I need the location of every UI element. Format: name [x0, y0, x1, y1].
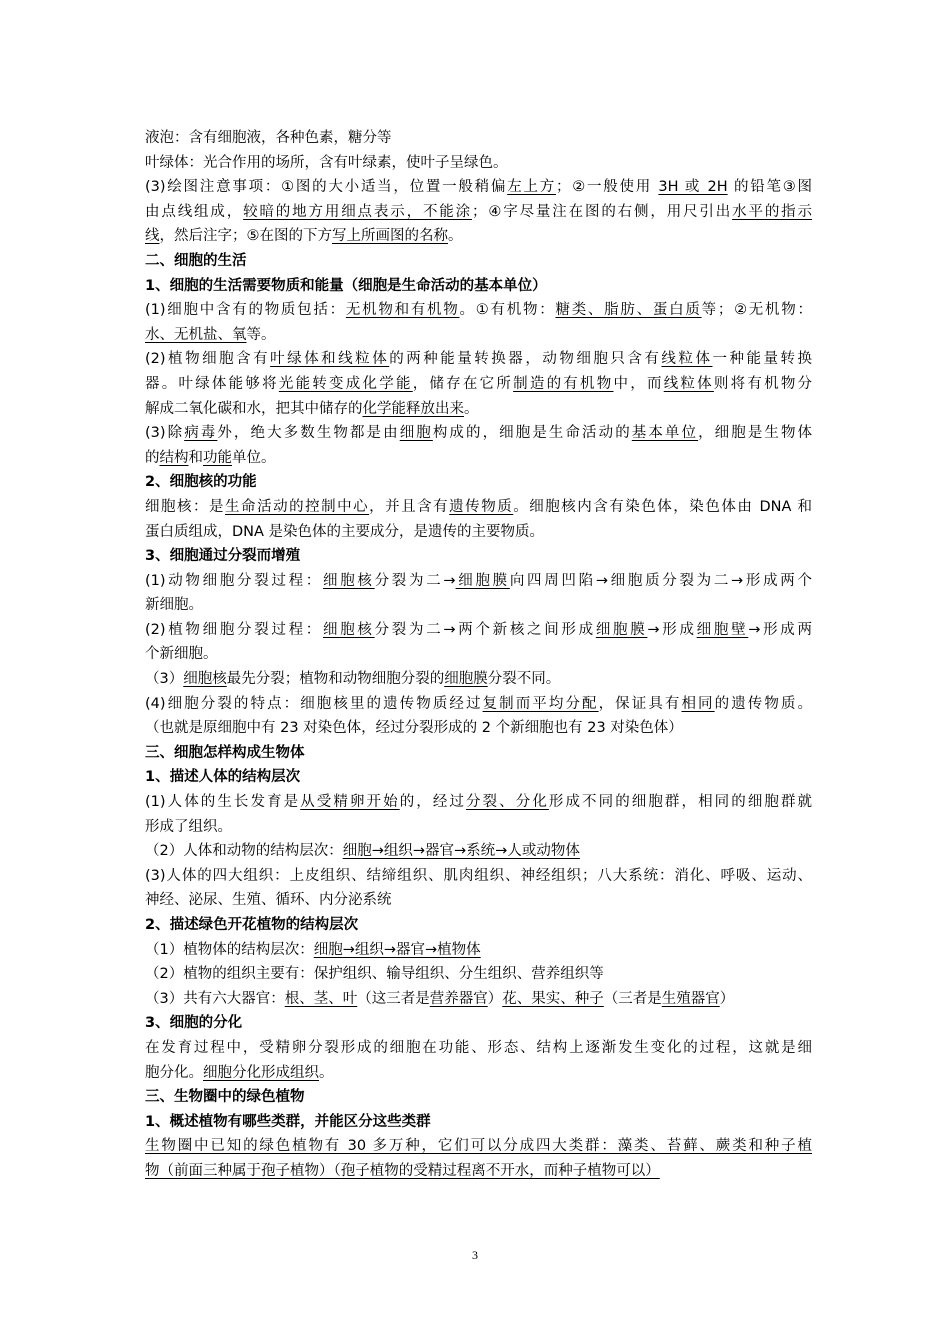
text-segment: （2）植物的组织主要有：保护组织、输导组织、分生组织、营养组织等	[145, 966, 604, 983]
text-segment: 分裂不同。	[487, 671, 561, 688]
text-line	[145, 987, 812, 1012]
text-segment: 3、细胞通过分裂而增殖	[145, 548, 301, 565]
text-segment: 液泡：含有细胞液，各种色素，糖分等	[145, 130, 392, 146]
text-segment: ）	[719, 990, 735, 1007]
text-segment: 。	[448, 228, 463, 245]
text-line	[145, 593, 812, 618]
section-heading	[145, 249, 812, 274]
underlined-term: 生命活动的控制中心	[225, 498, 370, 515]
text-segment: 的两种能量转换器，动物细胞只含有	[389, 351, 662, 368]
underlined-term: 细胞分化形成组织	[203, 1064, 319, 1081]
text-segment: 二、细胞的生活	[145, 252, 247, 269]
underlined-term: 无机物和有机物	[345, 302, 460, 319]
underlined-term: 病毒	[184, 425, 218, 442]
text-line	[145, 1134, 812, 1159]
text-segment: 2、细胞核的功能	[145, 474, 257, 491]
underlined-term: 根、茎、叶	[284, 990, 358, 1007]
text-segment: 分裂为二→	[374, 572, 456, 589]
text-segment: 个新细胞。	[145, 646, 218, 663]
section-heading	[145, 1110, 812, 1135]
text-segment: 蛋白质组成，DNA 是染色体的主要成分，是遗传的主要物质。	[145, 523, 545, 540]
text-line	[145, 716, 812, 741]
text-segment: 2、描述绿色开花植物的结构层次	[145, 917, 359, 933]
underlined-term: 左上方	[507, 179, 556, 196]
text-segment: 神经、泌尿、生殖、循环、内分泌系统	[145, 892, 392, 909]
text-segment: （这三者是	[357, 990, 430, 1007]
text-segment: 1、描述人体的结构层次	[145, 769, 301, 786]
underlined-term: 制造的有机物	[513, 375, 614, 392]
text-line	[145, 446, 812, 471]
underlined-term: 细胞→组织→器官→系统→人或动物体	[342, 843, 580, 860]
text-segment: 。	[319, 1064, 334, 1081]
underlined-term: 细胞核	[323, 572, 375, 589]
text-segment: →形成两	[748, 621, 813, 638]
text-line	[145, 618, 812, 643]
underlined-term: 化学能释放出来	[362, 400, 464, 417]
section-heading	[145, 274, 812, 299]
text-segment: （3）	[145, 671, 184, 688]
underlined-term: 细胞→组织→器官→植物体	[313, 941, 481, 958]
text-line	[145, 421, 812, 446]
underlined-term: 细胞膜	[595, 621, 648, 638]
text-segment: 解成二氧化碳和水，把其中储存的	[145, 400, 363, 417]
text-segment: （也就是原细胞中有 23 对染色体，经过分裂形成的 2 个新细胞也有 23 对染色体）	[145, 720, 683, 737]
text-line	[145, 175, 812, 200]
text-line	[145, 864, 812, 889]
text-line	[145, 520, 812, 545]
text-segment: 在发育过程中，受精卵分裂形成的细胞在功能、形态、结构上逐渐发生变化的过程，这就是细	[145, 1039, 812, 1056]
underlined-term: 水、无机盐、氧	[145, 326, 247, 343]
text-line	[145, 790, 812, 815]
text-segment: 新细胞。	[145, 597, 203, 614]
text-segment: 1、概述植物有哪些类群，并能区分这些类群	[145, 1113, 431, 1130]
text-segment: 构成的，细胞是生命活动的	[432, 425, 632, 442]
text-segment: 则将有机物分	[713, 375, 813, 392]
text-line	[145, 151, 812, 176]
section-heading	[145, 741, 812, 766]
text-segment: ；④字尽量注在图的右侧，用尺引出	[472, 203, 733, 220]
text-segment: 。①有机物：	[459, 302, 556, 319]
text-segment: 的铅笔③图	[727, 179, 813, 196]
underlined-term: 营养器官	[429, 990, 488, 1007]
text-line	[145, 1159, 812, 1184]
text-line	[145, 200, 812, 225]
text-segment: 等。	[246, 326, 276, 343]
text-segment: 器。叶绿体能够将	[145, 375, 279, 392]
underlined-term: 细胞	[399, 425, 433, 442]
text-line	[145, 126, 812, 151]
text-segment: (1)人体的生长发育是	[145, 794, 301, 811]
text-segment: 最先分裂；植物和动物细胞分裂的	[226, 671, 445, 688]
text-segment: 。	[464, 400, 479, 417]
text-segment: 中，而	[613, 375, 664, 392]
text-segment: →形成	[647, 621, 697, 638]
text-segment: （2）人体和动物的结构层次：	[145, 843, 343, 860]
text-segment: 由点线组成，	[145, 203, 244, 220]
document-body	[145, 126, 812, 1184]
text-segment: 和	[188, 449, 203, 466]
underlined-term: 结构	[159, 449, 189, 466]
underlined-term: 线	[145, 228, 160, 245]
section-heading	[145, 913, 812, 938]
underlined-term: 花、果实、种子	[502, 990, 604, 1007]
text-segment: 的，经过	[399, 794, 467, 811]
underlined-term: 细胞核	[323, 621, 375, 638]
underlined-term: 细胞膜	[455, 572, 510, 589]
underlined-term: 生物圈中已知的绿色植物有 30 多万种，它们可以分成四大类群：藻类、苔藓、蕨类和种子植	[145, 1138, 812, 1155]
text-segment: 胞分化。	[145, 1064, 203, 1081]
text-segment: (4)细胞分裂的特点：细胞核里的遗传物质经过	[145, 695, 483, 712]
underlined-term: 糖类、脂肪、蛋白质	[555, 302, 702, 319]
text-segment: 形成了组织。	[145, 818, 232, 835]
text-segment: ，并且含有	[369, 498, 450, 515]
text-line	[145, 962, 812, 987]
underlined-term: 从受精卵开始	[300, 794, 400, 811]
text-segment: 向四周凹陷→细胞质分裂为二→形成两个	[509, 572, 812, 589]
section-heading	[145, 470, 812, 495]
underlined-term: 线粒体	[661, 351, 713, 368]
underlined-term: 3H 或 2H	[658, 179, 728, 196]
text-segment: 分裂为二→两个新核之间形成	[374, 621, 596, 638]
text-line	[145, 839, 812, 864]
underlined-term: 遗传物质	[449, 498, 514, 515]
text-segment: （三者是	[603, 990, 662, 1007]
text-segment: 单位。	[232, 449, 276, 466]
text-line	[145, 938, 812, 963]
section-heading	[145, 1011, 812, 1036]
text-segment: 一种能量转换	[712, 351, 813, 368]
underlined-term: 物（前面三种属于孢子植物）（孢子植物的受精过程离不开水，而种子植物可以）	[145, 1162, 660, 1179]
text-line	[145, 347, 812, 372]
text-segment: (3)人体的四大组织：上皮组织、结缔组织、肌肉组织、神经组织；八大系统：消化、呼吸、运动、	[145, 867, 812, 884]
underlined-term: 功能	[203, 449, 232, 466]
text-segment: (2)植物细胞含有	[145, 351, 271, 368]
text-line	[145, 323, 812, 348]
underlined-term: 生殖器官	[661, 990, 720, 1007]
text-segment: 等；②无机物：	[701, 302, 813, 319]
text-segment: (3)除	[145, 425, 185, 442]
text-segment: ，细胞是生物体	[698, 425, 813, 442]
section-heading	[145, 765, 812, 790]
underlined-term: 复制而平均分配	[482, 695, 599, 712]
text-line	[145, 642, 812, 667]
text-line	[145, 692, 812, 717]
text-segment: 形成不同的细胞群，相同的细胞群就	[548, 794, 813, 811]
text-line	[145, 569, 812, 594]
text-segment: 的	[145, 449, 160, 466]
text-segment: 。细胞核内含有染色体，染色体由 DNA 和	[513, 498, 813, 515]
text-segment: (3)绘图注意事项：①图的大小适当，位置一般稍偏	[145, 179, 508, 196]
page-number: 3	[472, 1248, 478, 1262]
text-segment: (1)细胞中含有的物质包括：	[145, 302, 346, 319]
text-line	[145, 298, 812, 323]
underlined-term: 细胞壁	[696, 621, 749, 638]
text-line	[145, 815, 812, 840]
text-segment: 1、细胞的生活需要物质和能量（细胞是生命活动的基本单位）	[145, 277, 547, 294]
underlined-term: 细胞核	[183, 671, 227, 688]
text-line	[145, 1061, 812, 1086]
underlined-term: 线粒体	[663, 375, 714, 392]
text-segment: ）	[487, 990, 503, 1007]
text-segment: (1)动物细胞分裂过程：	[145, 572, 324, 589]
text-segment: 三、生物圈中的绿色植物	[145, 1089, 305, 1106]
underlined-term: 细胞膜	[444, 671, 488, 688]
text-line	[145, 224, 812, 249]
text-line	[145, 667, 812, 692]
text-segment: 三、细胞怎样构成生物体	[145, 744, 305, 761]
text-segment: ，保证具有	[598, 695, 682, 712]
underlined-term: 基本单位	[631, 425, 699, 442]
underlined-term: 水平的指示	[732, 203, 813, 220]
text-segment: 细胞核：是	[145, 498, 226, 515]
underlined-term: 写上所画图的名称	[332, 228, 448, 245]
text-line	[145, 495, 812, 520]
text-segment: （3）共有六大器官：	[145, 990, 285, 1007]
text-segment: (2)植物细胞分裂过程：	[145, 621, 324, 638]
text-line	[145, 397, 812, 422]
underlined-term: 相同	[681, 695, 715, 712]
text-line	[145, 1036, 812, 1061]
text-segment: 叶绿体：光合作用的场所，含有叶绿素，使叶子呈绿色。	[145, 154, 508, 171]
text-line	[145, 888, 812, 913]
underlined-term: 叶绿体和线粒体	[270, 351, 390, 368]
section-heading	[145, 1085, 812, 1110]
text-segment: 的遗传物质。	[714, 695, 813, 712]
underlined-term: 光能转变成化学能	[278, 375, 413, 392]
text-segment: ，然后注字；⑤在图的下方	[159, 228, 332, 245]
text-line	[145, 372, 812, 397]
underlined-term: 较暗的地方用细点表示，不能涂	[243, 203, 473, 220]
text-segment: ；②一般使用	[555, 179, 659, 196]
text-segment: （1）植物体的结构层次：	[145, 941, 314, 958]
text-segment: 3、细胞的分化	[145, 1015, 243, 1032]
text-segment: 外，绝大多数生物都是由	[217, 425, 400, 442]
text-segment: ，储存在它所	[412, 375, 514, 392]
section-heading	[145, 544, 812, 569]
underlined-term: 分裂、分化	[466, 794, 549, 811]
